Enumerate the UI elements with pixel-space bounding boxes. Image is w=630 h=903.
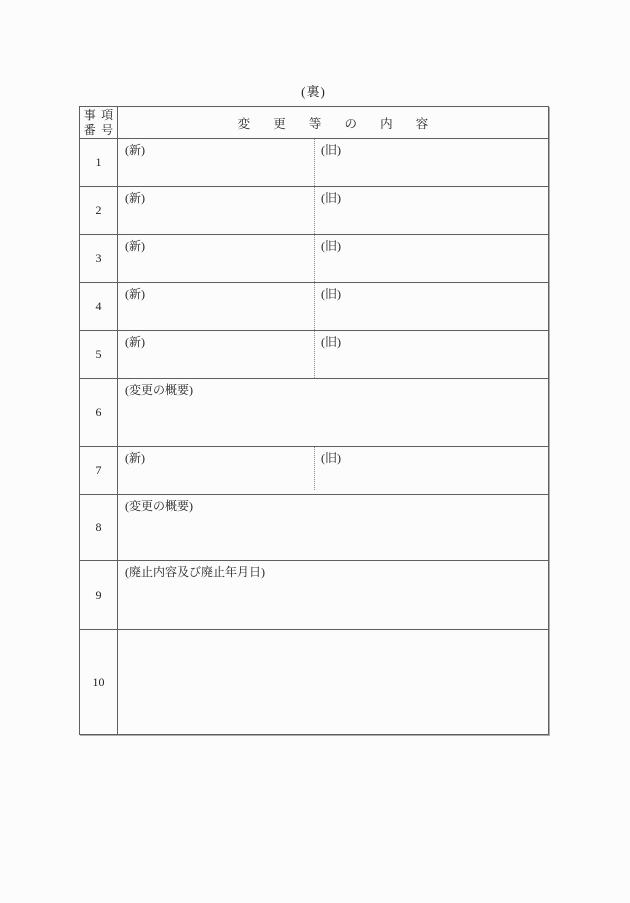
content-cell-summary bbox=[118, 495, 549, 561]
table-row-5 bbox=[80, 331, 549, 379]
dotted-divider bbox=[314, 235, 315, 282]
new-field-label: (新) bbox=[125, 287, 145, 301]
item-number: 2 bbox=[80, 187, 118, 235]
item-number: 10 bbox=[80, 630, 118, 735]
item-number-header-line1: 事項 bbox=[83, 107, 119, 122]
item-number-header-line2: 番号 bbox=[83, 122, 119, 137]
header-row bbox=[80, 107, 549, 139]
new-field-label: (新) bbox=[125, 191, 145, 205]
old-field-label: (旧) bbox=[321, 143, 341, 157]
item-number: 4 bbox=[80, 283, 118, 331]
old-field-label: (旧) bbox=[321, 239, 341, 253]
table-row-8 bbox=[80, 495, 549, 561]
page-side-label: (裏) bbox=[301, 84, 326, 99]
new-field-label: (新) bbox=[125, 239, 145, 253]
table-row-7 bbox=[80, 447, 549, 495]
content-cell-new-old bbox=[118, 331, 549, 379]
table-row-9 bbox=[80, 561, 549, 630]
table-row-4 bbox=[80, 283, 549, 331]
new-field-label: (新) bbox=[125, 143, 145, 157]
old-field-label: (旧) bbox=[321, 335, 341, 349]
content-cell-new-old bbox=[118, 283, 549, 331]
item-number: 5 bbox=[80, 331, 118, 379]
table-row-6 bbox=[80, 379, 549, 447]
table-row-2 bbox=[80, 187, 549, 235]
content-cell-summary bbox=[118, 379, 549, 447]
table-row-3 bbox=[80, 235, 549, 283]
change-contents-table bbox=[79, 106, 549, 735]
content-cell-new-old bbox=[118, 139, 549, 187]
dotted-divider bbox=[314, 331, 315, 378]
column-header-item-number bbox=[80, 107, 118, 139]
section-label: (廃止内容及び廃止年月日) bbox=[125, 565, 265, 579]
new-field-label: (新) bbox=[125, 451, 145, 465]
content-cell-new-old bbox=[118, 235, 549, 283]
content-cell-abolition bbox=[118, 561, 549, 630]
item-number: 9 bbox=[80, 561, 118, 630]
dotted-divider bbox=[314, 283, 315, 330]
item-number: 6 bbox=[80, 379, 118, 447]
dotted-divider bbox=[314, 447, 315, 490]
old-field-label: (旧) bbox=[321, 451, 341, 465]
section-label: (変更の概要) bbox=[125, 499, 193, 513]
item-number: 3 bbox=[80, 235, 118, 283]
content-cell-new-old bbox=[118, 447, 549, 495]
dotted-divider bbox=[314, 139, 315, 186]
old-field-label: (旧) bbox=[321, 287, 341, 301]
table-row-1 bbox=[80, 139, 549, 187]
dotted-divider bbox=[314, 187, 315, 234]
table-row-10 bbox=[80, 630, 549, 735]
item-number: 7 bbox=[80, 447, 118, 495]
column-header-contents bbox=[118, 107, 549, 139]
contents-header-label: 変更等の内容 bbox=[237, 116, 452, 131]
item-number: 8 bbox=[80, 495, 118, 561]
item-number: 1 bbox=[80, 139, 118, 187]
new-field-label: (新) bbox=[125, 335, 145, 349]
content-cell-new-old bbox=[118, 187, 549, 235]
old-field-label: (旧) bbox=[321, 191, 341, 205]
content-cell-blank bbox=[118, 630, 549, 735]
section-label: (変更の概要) bbox=[125, 383, 193, 397]
